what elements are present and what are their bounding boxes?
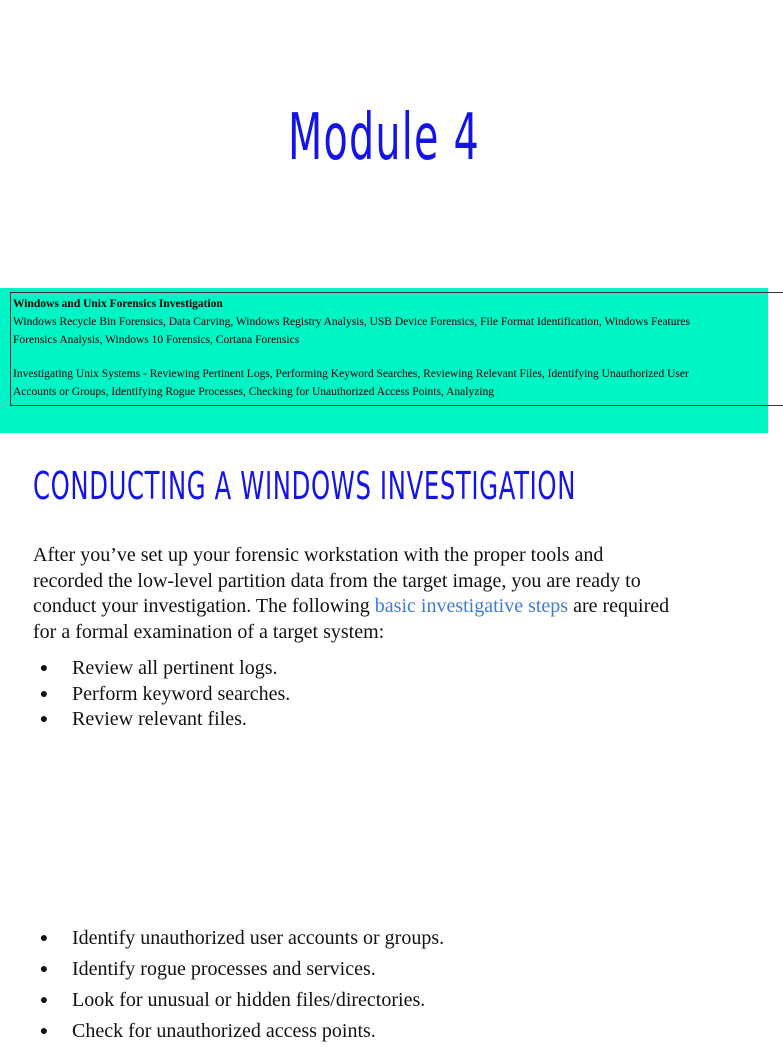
section-heading: CONDUCTING A WINDOWS INVESTIGATION [33,464,577,508]
list-item [38,954,444,985]
list-item-text: Identify unauthorized user accounts or groups. [72,927,445,949]
intro-text: conduct your investigation. The following [33,595,375,617]
intro-line [33,594,753,620]
banner-line: Investigating Unix Systems - Reviewing Pertinent Logs, Performing Keyword Searches, Reviewing Relevant Files, Identifying Unauthorized User [13,368,689,380]
list-item-text: Look for unusual or hidden files/directories. [72,989,426,1011]
bullet-icon: ● [39,993,49,1008]
list-item-text: Review all pertinent logs. [72,657,278,679]
list-item [38,985,444,1016]
list-item-text: Review relevant files. [72,708,247,730]
intro-line: for a formal examination of a target system: [33,620,385,643]
investigative-steps-link[interactable]: basic investigative steps [374,595,569,617]
intro-paragraph [33,543,753,645]
bullet-icon: ● [39,686,49,702]
list-item-text: Identify rogue processes and services. [72,958,376,980]
bullet-icon: ● [39,661,49,676]
banner-line: Forensics Analysis, Windows 10 Forensics, Cortana Forensics [13,334,300,346]
banner-spacer [13,349,783,365]
bullet-icon: ● [39,962,49,977]
list-item [38,707,290,733]
banner-line: Accounts or Groups, Identifying Rogue Processes, Checking for Unauthorized Access Points, Analyzing [13,386,494,398]
investigative-steps-list-continued [38,923,444,1047]
intro-line: After you’ve set up your forensic workstation with the proper tools and [33,544,604,566]
intro-text: are required [568,595,670,617]
intro-line: recorded the low-level partition data from the target image, you are ready to [33,569,641,592]
bullet-icon: ● [39,712,49,727]
bullet-icon: ● [39,1024,49,1039]
investigative-steps-list [38,656,290,733]
module-summary-banner [0,288,768,433]
bullet-icon: ● [39,931,49,946]
list-item [38,1016,444,1047]
banner-line: Windows Recycle Bin Forensics, Data Carving, Windows Registry Analysis, USB Device Forensics, File Format Identification, Windows Features [13,316,690,328]
banner-heading: Windows and Unix Forensics Investigation [13,298,223,310]
list-item-text: Check for unauthorized access points. [72,1020,376,1042]
list-item [38,656,290,682]
list-item [38,923,444,954]
module-summary-table [10,292,783,406]
list-item [38,682,290,708]
list-item-text: Perform keyword searches. [72,682,291,705]
module-title: Module 4 [287,101,481,175]
